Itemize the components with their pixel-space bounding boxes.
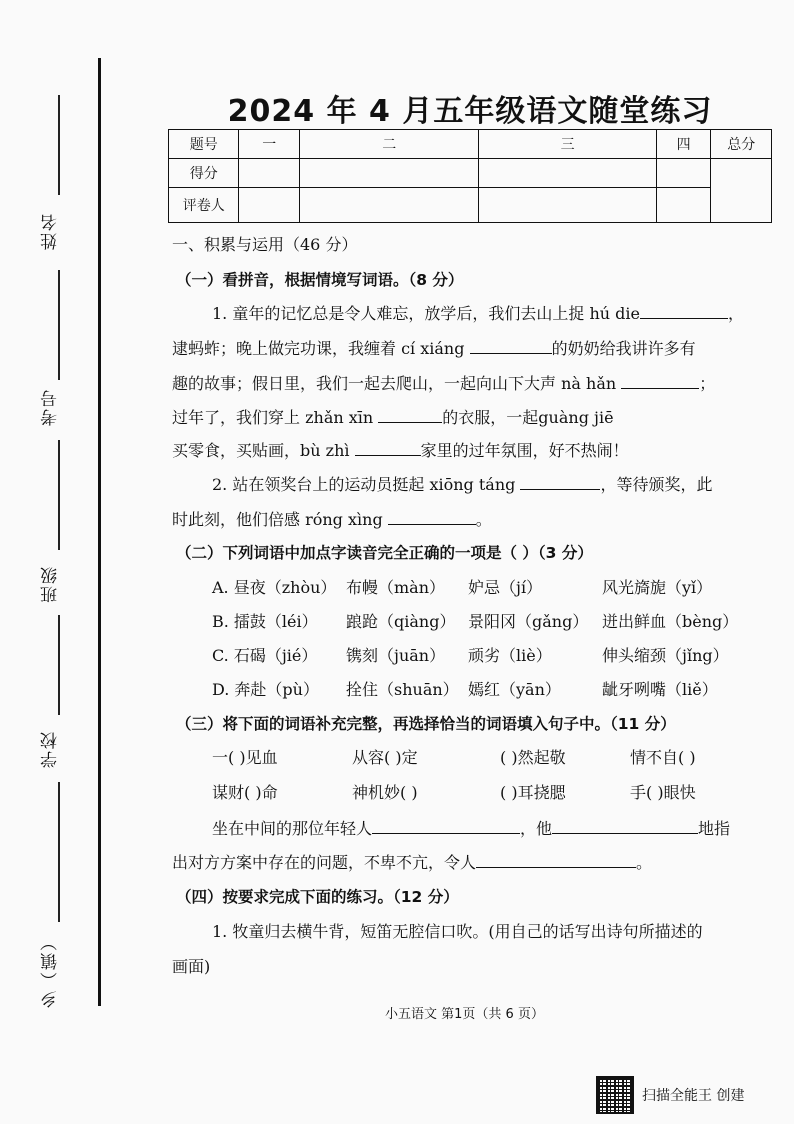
township-label: 乡（镇）: [41, 932, 61, 1008]
class-label: 班级: [41, 565, 61, 603]
answer-blank[interactable]: [388, 510, 476, 525]
name-rule: [58, 95, 60, 195]
q1-text: 的奶奶给我讲许多有: [551, 339, 696, 358]
option-word: 嫣红（yān）: [468, 680, 561, 699]
grader-cell[interactable]: [239, 188, 300, 223]
class-rule: [58, 440, 60, 550]
idiom-fill[interactable]: 情不自( ): [630, 748, 696, 767]
score-cell[interactable]: [300, 159, 479, 188]
answer-blank[interactable]: [621, 374, 699, 389]
answer-blank[interactable]: [378, 408, 442, 423]
exam-no-label: 考号: [41, 388, 61, 426]
q1-text: ；: [699, 374, 716, 393]
q2-text: 时此刻，他们倍感 róng xìng: [172, 510, 383, 529]
sentence-text: 出对方方案中存在的问题，不卑不亢，令人: [172, 853, 477, 872]
option-word: 迸出鲜血（bèng）: [602, 612, 739, 631]
part3-sentence-2: [172, 853, 652, 873]
q1-text: 买零食，买贴画，bù zhì: [172, 441, 350, 460]
score-header-cell: 二: [300, 130, 479, 159]
answer-blank[interactable]: [520, 475, 600, 490]
option-word: 布幔（màn）: [346, 578, 446, 597]
part4-q1-line1: 1. 牧童归去横牛背，短笛无腔信口吹。(用自己的话写出诗句所描述的: [212, 922, 703, 941]
idiom-fill[interactable]: 神机妙( ): [352, 783, 418, 802]
score-cell[interactable]: [479, 159, 656, 188]
answer-blank[interactable]: [640, 304, 728, 319]
option-word: 妒忌（jí）: [468, 578, 543, 597]
option-word: 踉跄（qiàng）: [346, 612, 456, 631]
q2-line1: [212, 475, 712, 495]
q2-text: ，等待颁奖，此: [600, 475, 713, 494]
score-row-label: 得分: [169, 159, 239, 188]
q2-text: 。: [475, 510, 492, 529]
score-header-cell: 一: [239, 130, 300, 159]
grader-cell[interactable]: [656, 188, 711, 223]
option-word: 拴住（shuān）: [346, 680, 459, 699]
option-word: B. 擂鼓（léi）: [212, 612, 318, 631]
option-a[interactable]: [212, 578, 712, 598]
q1-line2: [172, 339, 696, 359]
option-word: A. 昼夜（zhòu）: [212, 578, 337, 597]
q1-text: 趣的故事；假日里，我们一起去爬山，一起向山下大声 nà hǎn: [172, 374, 617, 393]
q2-line2: [172, 510, 492, 530]
score-table: [168, 129, 772, 223]
q1-text: ，: [727, 304, 744, 323]
part1-heading: （一）看拼音，根据情境写词语。（8 分）: [176, 271, 464, 289]
idiom-fill[interactable]: 从容( )定: [352, 748, 418, 767]
q2-text: 2. 站在领奖台上的运动员挺起 xiōng táng: [212, 475, 516, 494]
section-heading: 一、积累与运用（46 分）: [172, 235, 358, 254]
idiom-fill[interactable]: ( )然起敬: [500, 748, 566, 767]
q1-text: 的衣服，一起guàng jiē: [442, 408, 614, 427]
page-footer: 小五语文 第1页（共 6 页）: [385, 1007, 544, 1022]
q1-line5: [172, 441, 629, 461]
score-header-cell: 三: [479, 130, 656, 159]
answer-blank[interactable]: [470, 339, 552, 354]
scanner-text: 扫描全能王 创建: [642, 1088, 745, 1104]
option-c[interactable]: [212, 646, 729, 666]
answer-blank[interactable]: [355, 441, 421, 456]
idiom-fill[interactable]: 手( )眼快: [630, 783, 696, 802]
option-word: C. 石碣（jié）: [212, 646, 318, 665]
option-b[interactable]: [212, 612, 738, 632]
option-word: 景阳冈（gǎng）: [468, 612, 589, 631]
q1-text: 家里的过年氛围，好不热闹！: [420, 441, 629, 460]
answer-blank[interactable]: [476, 853, 636, 868]
grader-row-label: 评卷人: [169, 188, 239, 223]
idiom-row-1: [212, 748, 696, 768]
option-word: D. 奔赴（pù）: [212, 680, 319, 699]
q1-line4: [172, 408, 614, 428]
q1-text: 逮蚂蚱；晚上做完功课，我缠着 cí xiáng: [172, 339, 465, 358]
idiom-row-2: [212, 783, 696, 803]
q1-line1: [212, 304, 744, 324]
option-word: 顽劣（liè）: [468, 646, 552, 665]
binding-line: [98, 58, 101, 1006]
score-header-cell: 总分: [711, 130, 772, 159]
part3-heading: （三）将下面的词语补充完整，再选择恰当的词语填入句子中。（11 分）: [176, 715, 676, 733]
option-d[interactable]: [212, 680, 718, 700]
grader-cell[interactable]: [479, 188, 656, 223]
option-word: 伸头缩颈（jǐng）: [602, 646, 729, 665]
qr-code-icon: [596, 1076, 634, 1114]
q1-line3: [172, 374, 715, 394]
answer-blank[interactable]: [552, 819, 698, 834]
total-score-cell[interactable]: [711, 159, 772, 223]
idiom-fill[interactable]: 一( )见血: [212, 748, 278, 767]
sentence-text: 。: [636, 853, 653, 872]
scanner-watermark: [596, 1076, 744, 1114]
option-word: 龇牙咧嘴（liě）: [602, 680, 718, 699]
part2-heading: （二）下列词语中加点字读音完全正确的一项是（ ）（3 分）: [176, 544, 593, 562]
score-cell[interactable]: [656, 159, 711, 188]
idiom-fill[interactable]: ( )耳挠腮: [500, 783, 566, 802]
score-cell[interactable]: [239, 159, 300, 188]
part4-heading: （四）按要求完成下面的练习。（12 分）: [176, 888, 459, 906]
exam-no-rule: [58, 270, 60, 380]
answer-blank[interactable]: [372, 819, 520, 834]
grader-cell[interactable]: [300, 188, 479, 223]
sentence-text: 坐在中间的那位年轻人: [212, 819, 373, 838]
part4-q1-line2: 画面): [172, 957, 211, 976]
school-rule: [58, 615, 60, 715]
idiom-fill[interactable]: 谋财( )命: [212, 783, 278, 802]
sentence-text: 地指: [698, 819, 731, 838]
score-header-cell: 四: [656, 130, 711, 159]
township-rule: [58, 782, 60, 922]
part3-sentence-1: [212, 819, 730, 839]
option-word: 风光旖旎（yǐ）: [602, 578, 713, 597]
option-word: 镌刻（juān）: [346, 646, 446, 665]
score-header-cell: 题号: [169, 130, 239, 159]
sentence-text: ，他: [520, 819, 553, 838]
name-label: 姓名: [41, 212, 61, 250]
q1-text: 过年了，我们穿上 zhǎn xīn: [172, 408, 374, 427]
page-title: 2024 年 4 月五年级语文随堂练习: [227, 94, 713, 129]
school-label: 学校: [41, 730, 61, 768]
q1-text: 1. 童年的记忆总是令人难忘，放学后，我们去山上捉 hú die: [212, 304, 640, 323]
